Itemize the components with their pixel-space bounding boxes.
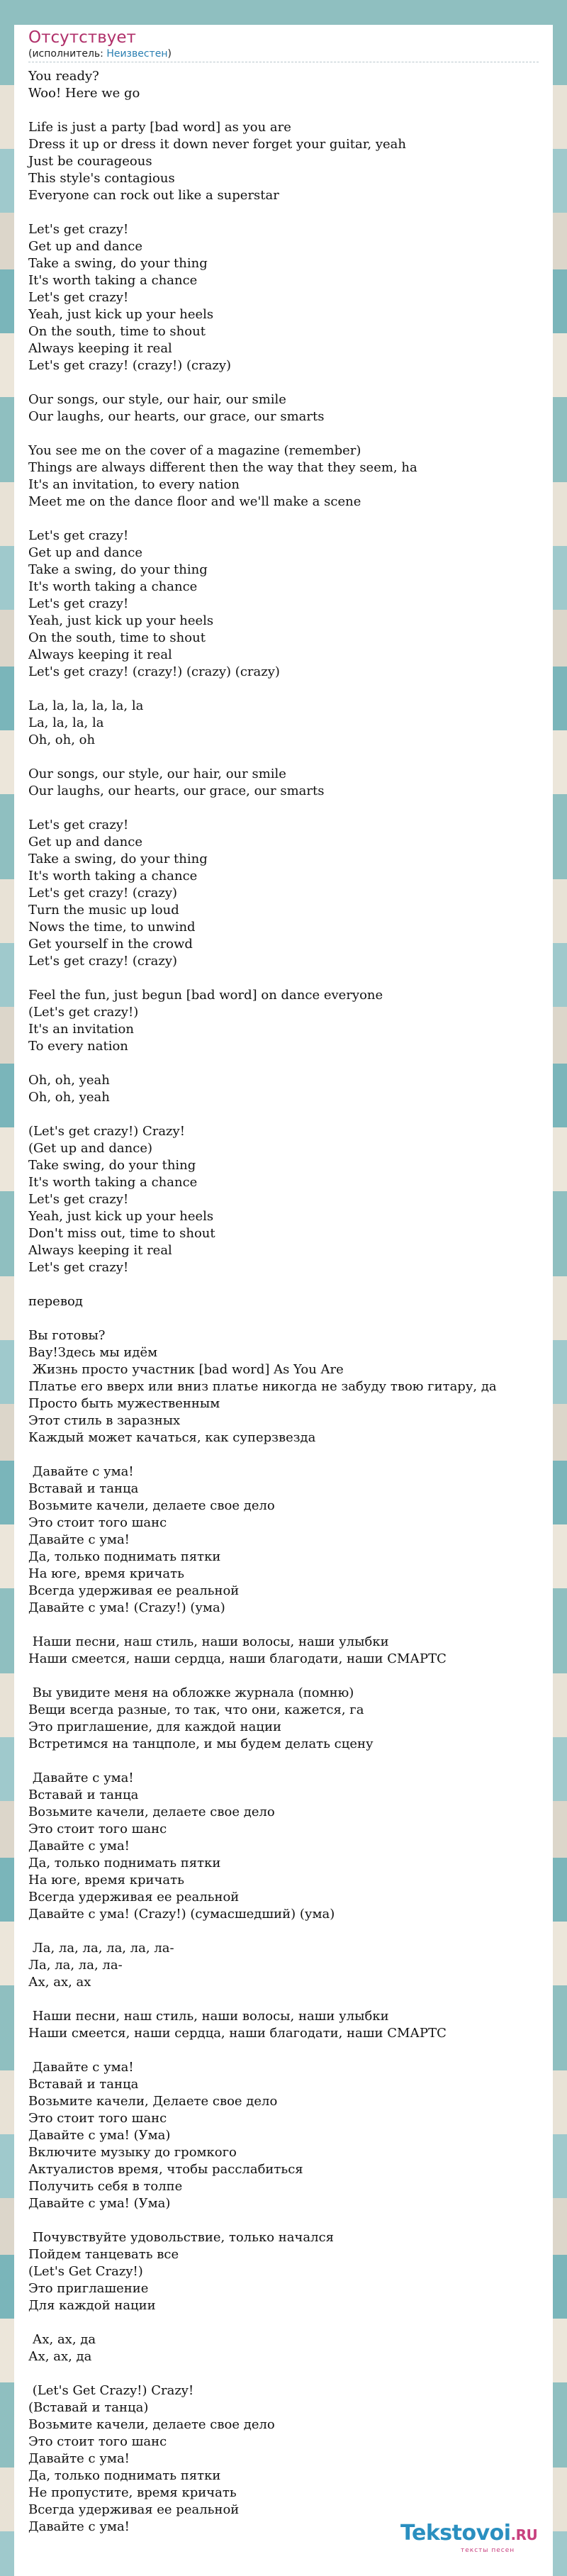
lyric-line: Давайте с ума! [28,1464,134,1479]
lyric-line: (Let's Get Crazy!) [28,2264,143,2279]
lyric-line: Возьмите качели, делаете свое дело [28,1805,275,1819]
lyric-line: Пойдем танцевать все [28,2247,179,2262]
lyric-line: Да, только поднимать пятки [28,1549,221,1564]
lyric-line [28,2042,539,2059]
lyric-line: Давайте с ума! (Ума) [28,2196,171,2211]
lyric-line: Let's get crazy! [28,290,129,305]
lyric-line: Возьмите качели, Делаете свое дело [28,2094,278,2109]
lyric-line: Давайте с ума! [28,1771,134,1785]
logo-tld: .RU [510,2526,538,2543]
lyric-line: Получить себя в толпе [28,2179,183,2194]
lyric-line [28,102,539,119]
lyric-line: Everyone can rock out like a superstar [28,188,279,203]
byline-prefix: (исполнитель: [28,48,107,60]
lyric-line: Давайте с ума! [28,1532,130,1547]
song-title: Отсутствует [28,28,136,47]
lyric-line: It's worth taking a chance [28,273,198,288]
lyric-line: Это приглашение, для каждой нации [28,1719,281,1734]
lyric-line: Yeah, just kick up your heels [28,613,214,628]
lyric-line: Актуалистов время, чтобы расслабиться [28,2162,303,2177]
lyric-line: Жизнь просто участник [bad word] As You Are [28,1362,344,1377]
lyric-line: Let's get crazy! (crazy) [28,886,178,901]
lyric-line: La, la, la, la, la, la [28,698,144,713]
lyric-line: Let's get crazy! [28,528,129,543]
lyric-line: Ах, ах, да [28,2332,96,2347]
lyric-line: It's worth taking a chance [28,579,198,594]
lyric-line: Встретимся на танцполе, и мы будем делать сцену [28,1736,374,1751]
lyric-line: Oh, oh, yeah [28,1073,110,1088]
lyric-line: Let's get crazy! [28,222,129,237]
lyric-line: It's worth taking a chance [28,869,198,883]
lyric-line [28,1106,539,1123]
lyric-line: This style's contagious [28,171,175,186]
lyric-line: Это стоит того шанс [28,2434,167,2449]
lyric-line: Возьмите качели, делаете свое дело [28,1498,275,1513]
lyric-line: перевод [28,1294,83,1309]
lyric-line: Feel the fun, just begun [bad word] on dance everyone [28,988,383,1003]
lyric-line: Для каждой нации [28,2298,156,2313]
lyric-line: Ах, ах, ах [28,1975,91,1990]
lyric-line: (Let's get crazy!) Crazy! [28,1124,185,1139]
lyric-line: Это приглашение [28,2281,149,2296]
lyric-line: Our songs, our style, our hair, our smile [28,392,286,407]
lyric-line: Не пропустите, время кричать [28,2485,237,2500]
lyric-line: Yeah, just kick up your heels [28,307,214,322]
lyric-line: Да, только поднимать пятки [28,1856,221,1870]
lyric-line: Always keeping it real [28,341,172,356]
lyric-line [28,1617,539,1634]
logo-tagline: тексты песен [461,2547,515,2554]
lyric-line: Наши смеется, наши сердца, наши благодати, наши СМАРТС [28,2026,447,2041]
lyric-line: (Вставай и танца) [28,2400,149,2415]
lyric-line: Get yourself in the crowd [28,937,193,952]
lyric-line: Это стоит того шанс [28,1822,167,1836]
lyric-line: Just be courageous [28,154,152,169]
lyric-line: Always keeping it real [28,647,172,662]
lyric-line: Всегда удерживая ее реальной [28,1890,240,1905]
lyric-line: Давайте с ума! (Crazy!) (сумасшедший) (ума) [28,1907,335,1922]
lyric-line: Вставай и танца [28,1788,139,1802]
artist-byline [28,48,539,62]
lyric-line: Our songs, our style, our hair, our smile [28,766,286,781]
lyric-line: Take swing, do your thing [28,1158,196,1173]
lyric-line: You ready? [28,69,99,84]
lyric-line: Давайте с ума! [28,2519,130,2534]
lyric-line: Things are always different then the way that they seem, ha [28,460,417,475]
lyric-line: Это стоит того шанс [28,1515,167,1530]
lyric-line: На юге, время кричать [28,1873,184,1888]
lyric-line: Get up and dance [28,239,142,254]
lyric-line: Давайте с ума! (Crazy!) (ума) [28,1600,225,1615]
byline-suffix: ) [167,48,172,60]
lyric-line: Это стоит того шанс [28,2111,167,2126]
lyric-line [28,681,539,698]
lyric-line: Ла, ла, ла, ла- [28,1958,123,1973]
lyric-line: Let's get crazy! [28,1260,129,1275]
lyric-line: Этот стиль в заразных [28,1413,181,1428]
lyric-line: Вставай и танца [28,2077,139,2092]
lyric-line: (Let's Get Crazy!) Crazy! [28,2383,194,2398]
lyric-line: Всегда удерживая ее реальной [28,1583,240,1598]
lyric-line: Ах, ах, да [28,2349,92,2364]
lyric-line [28,800,539,817]
lyric-line: Вещи всегда разные, то так, что они, кажется, га [28,1702,364,1717]
lyric-line: Let's get crazy! (crazy!) (crazy) (crazy) [28,664,280,679]
logo-text: Tekstovoi [400,2521,511,2546]
lyrics-page [14,25,553,2576]
lyric-line: Don't miss out, time to shout [28,1226,215,1241]
lyric-line [28,204,539,221]
lyric-line: Каждый может качаться, как суперзвезда [28,1430,316,1445]
lyric-line: Почувствуйте удовольствие, только начался [28,2230,335,2245]
lyric-line: Get up and dance [28,835,142,849]
artist-link[interactable]: Неизвестен [106,48,168,60]
lyric-line: Ла, ла, ла, ла, ла, ла- [28,1941,174,1956]
lyric-line [28,1991,539,2008]
lyric-line: Our laughs, our hearts, our grace, our smarts [28,409,325,424]
lyric-line [28,511,539,528]
lyric-line: It's an invitation [28,1022,134,1037]
lyric-line: Возьмите качели, делаете свое дело [28,2417,275,2432]
lyric-line: On the south, time to shout [28,630,206,645]
lyric-line: To every nation [28,1039,128,1054]
lyric-line: Take a swing, do your thing [28,256,208,271]
lyric-line: Woo! Here we go [28,86,140,101]
lyric-line: Let's get crazy! (crazy) [28,954,178,969]
lyric-line: Take a swing, do your thing [28,562,208,577]
lyric-line: (Let's get crazy!) [28,1005,139,1020]
lyric-line [28,1055,539,1072]
lyric-line: Да, только поднимать пятки [28,2468,221,2483]
lyric-line: Dress it up or dress it down never forget your guitar, yeah [28,137,406,152]
lyric-line: Take a swing, do your thing [28,852,208,866]
lyric-line: La, la, la, la [28,715,104,730]
lyric-line: Always keeping it real [28,1243,172,1258]
lyric-line: Платье его вверх или вниз платье никогда не забуду твою гитару, да [28,1379,497,1394]
lyric-line: Вы увидите меня на обложке журнала (помню) [28,1685,354,1700]
lyric-line: Nows the time, to unwind [28,920,196,935]
lyric-line: Let's get crazy! [28,596,129,611]
lyric-line: Давайте с ума! [28,1839,130,1853]
lyric-line: You see me on the cover of a magazine (remember) [28,443,361,458]
lyric-line: Давайте с ума! [28,2451,130,2466]
lyric-line: Life is just a party [bad word] as you are [28,120,291,135]
lyric-line: (Get up and dance) [28,1141,153,1156]
lyric-line [28,2212,539,2229]
lyric-line: It's worth taking a chance [28,1175,198,1190]
lyric-line: Вставай и танца [28,1481,139,1496]
lyric-line: Yeah, just kick up your heels [28,1209,214,1224]
lyric-line [28,749,539,766]
lyric-line [28,970,539,987]
lyric-line: Просто быть мужественным [28,1396,220,1411]
lyric-line: На юге, время кричать [28,1566,184,1581]
lyrics-body [28,68,539,2536]
lyric-line: Let's get crazy! [28,1192,129,1207]
lyric-line [28,1923,539,1940]
lyric-line: Давайте с ума! (Ума) [28,2128,171,2143]
lyric-line [28,1668,539,1685]
lyric-line [28,2365,539,2382]
lyric-line: Вы готовы? [28,1328,106,1343]
lyric-line: Давайте с ума! [28,2060,134,2075]
lyric-line: Oh, oh, oh [28,732,96,747]
lyric-line [28,1753,539,1770]
lyric-line: Our laughs, our hearts, our grace, our smarts [28,784,325,798]
lyric-line: It's an invitation, to every nation [28,477,240,492]
lyric-line: Meet me on the dance floor and we'll make a scene [28,494,361,509]
lyric-line [28,1446,539,1463]
lyric-line: Get up and dance [28,545,142,560]
lyric-line: Включите музыку до громкого [28,2145,237,2160]
lyric-line [28,374,539,391]
lyric-line [28,1310,539,1327]
lyric-line: Turn the music up loud [28,903,179,918]
lyric-line: Oh, oh, yeah [28,1090,110,1105]
lyric-line [28,425,539,442]
lyric-line [28,2314,539,2331]
lyric-line: Всегда удерживая ее реальной [28,2502,240,2517]
lyric-line: On the south, time to shout [28,324,206,339]
lyric-line [28,1276,539,1293]
lyric-line: Наши песни, наш стиль, наши волосы, наши улыбки [28,1634,389,1649]
lyric-line: Наши смеется, наши сердца, наши благодати, наши СМАРТС [28,1651,447,1666]
lyric-line: Let's get crazy! [28,818,129,832]
lyric-line: Вау!Здесь мы идём [28,1345,158,1360]
lyric-line: Наши песни, наш стиль, наши волосы, наши улыбки [28,2009,389,2024]
lyric-line: Let's get crazy! (crazy!) (crazy) [28,358,232,373]
site-logo[interactable] [400,2521,537,2546]
